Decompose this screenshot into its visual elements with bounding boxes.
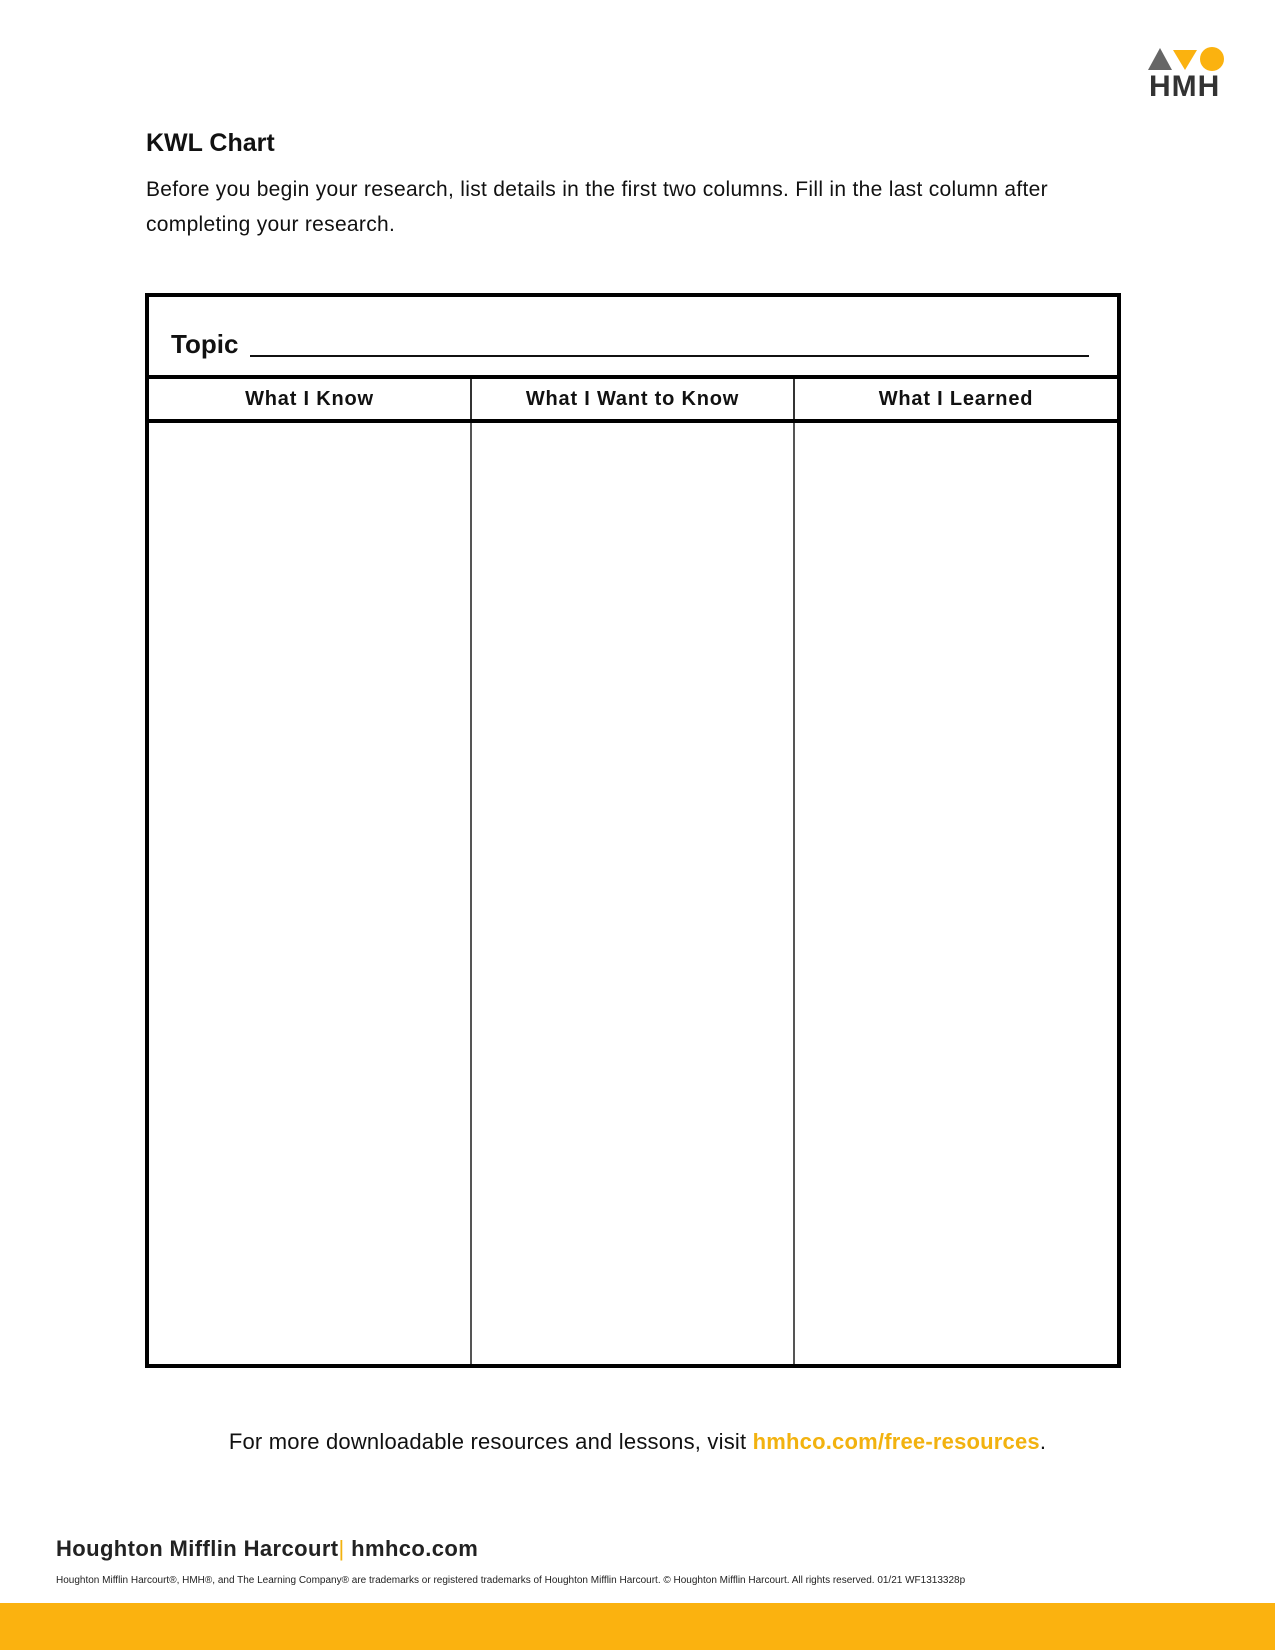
column-area-know[interactable] <box>149 423 472 1364</box>
column-area-learned[interactable] <box>795 423 1117 1364</box>
column-header-know: What I Know <box>149 379 472 419</box>
hmh-logo-text: HMH <box>1149 70 1221 103</box>
footer-site-link[interactable]: hmhco.com <box>351 1536 479 1561</box>
hmh-shapes-icon <box>1148 46 1228 72</box>
footer-brand-name: Houghton Mifflin Harcourt <box>56 1536 339 1561</box>
column-header-learned: What I Learned <box>878 387 1034 410</box>
column-header-row <box>149 379 1117 423</box>
column-header-want-to-know: What I Want to Know <box>472 379 795 419</box>
bottom-accent-bar <box>0 1603 1275 1650</box>
column-area-want-to-know[interactable] <box>472 423 795 1364</box>
topic-label: Topic <box>171 329 239 359</box>
topic-write-line[interactable] <box>250 355 1089 357</box>
page-title: KWL Chart <box>146 129 275 157</box>
column-body-row <box>149 423 1117 1364</box>
footer-brand <box>56 1535 478 1563</box>
topic-row <box>149 297 1117 379</box>
footer-separator: | <box>338 1536 345 1561</box>
instructions: Before you begin your research, list details in the first two columns. Fill in the last column after completing your research. <box>146 178 1048 236</box>
free-resources-link[interactable]: hmhco.com/free-resources <box>752 1429 1040 1454</box>
legal-notice: Houghton Mifflin Harcourt®, HMH®, and The Learning Company® are trademarks or registered trademarks of Houghton Mifflin Harcourt. © Houghton Mifflin Harcourt. All rights reserved. 01/21 WF1313328p <box>56 1575 966 1586</box>
resources-suffix: . <box>1039 1429 1047 1454</box>
resources-note <box>0 1428 1275 1456</box>
kwl-chart <box>145 293 1121 1368</box>
resources-prefix: For more downloadable resources and lessons, visit <box>228 1429 753 1454</box>
